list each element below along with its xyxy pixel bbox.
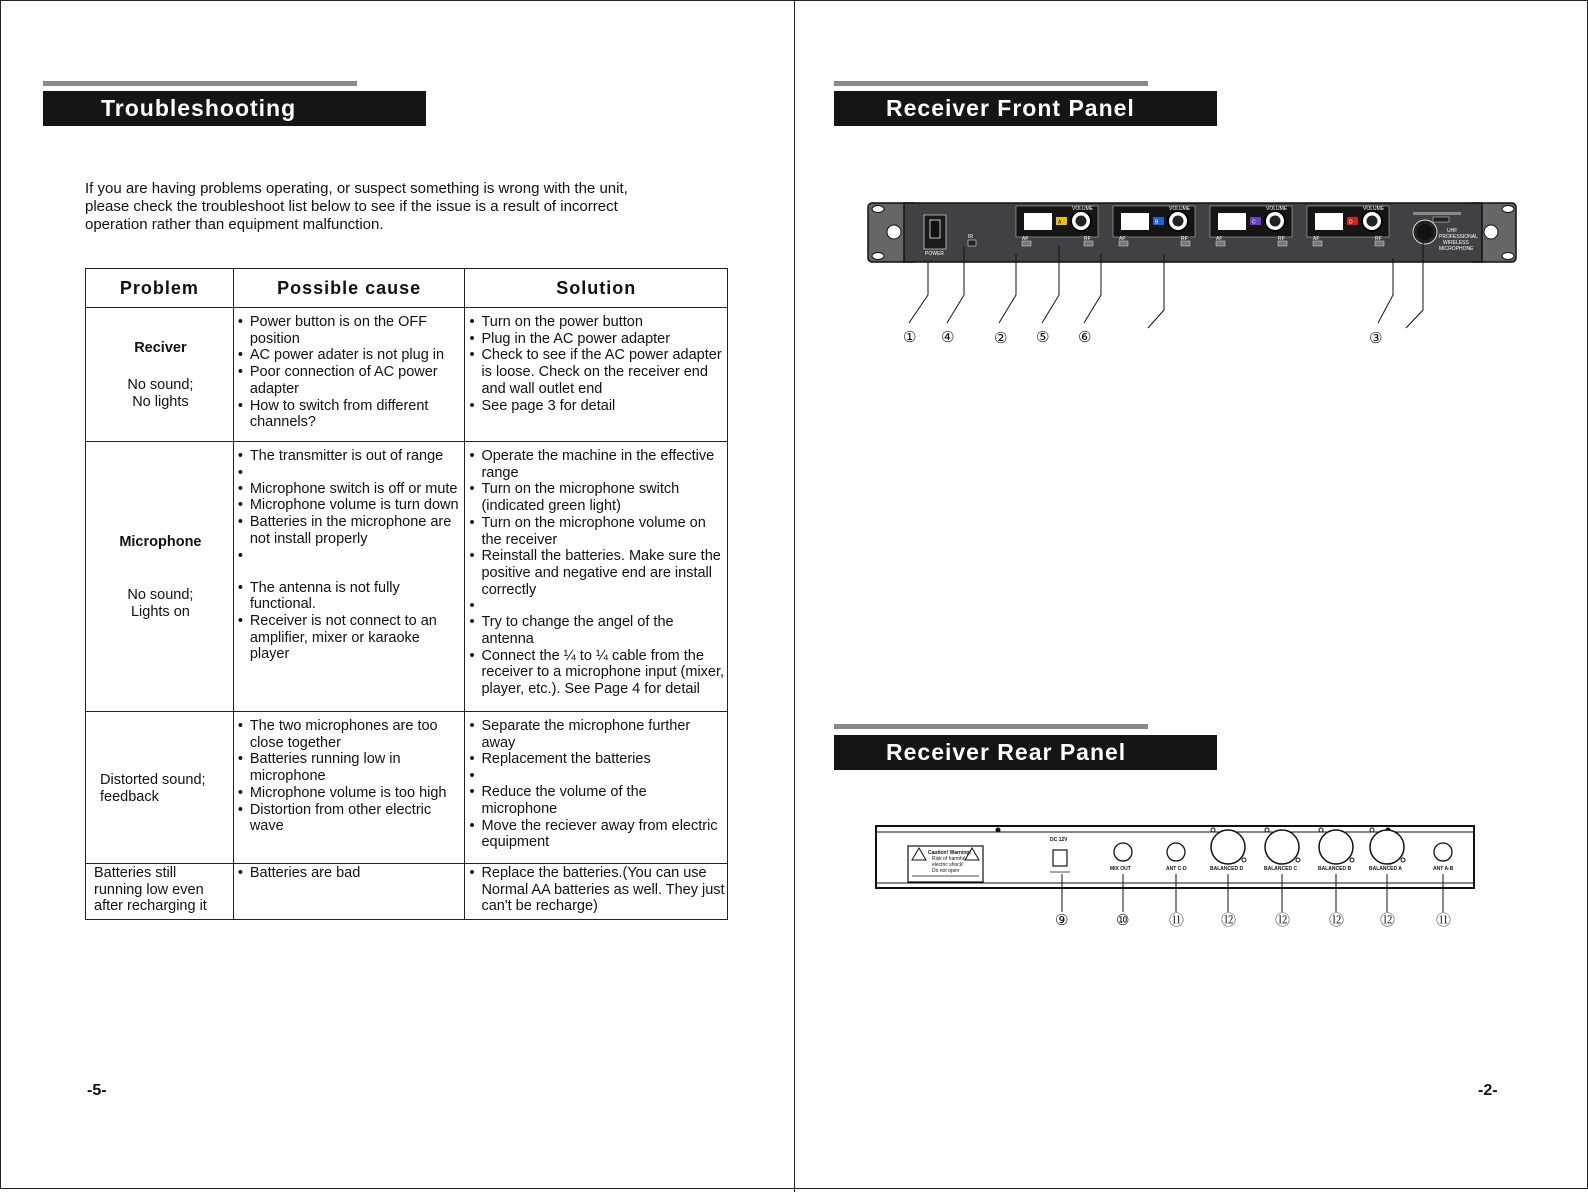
spacer	[469, 768, 725, 784]
balanced-b-xlr	[1319, 830, 1353, 864]
svg-text:Caution! Warning!: Caution! Warning!	[928, 850, 972, 856]
list-item: • Plug in the AC power adapter	[469, 331, 725, 348]
list-item: • Power button is on the OFF position	[238, 314, 463, 347]
header-problem: Problem	[86, 269, 234, 308]
power-switch	[930, 220, 940, 238]
list-item: • AC power adater is not plug in	[238, 347, 463, 364]
problem-cell: Distorted sound; feedback	[86, 712, 234, 864]
svg-text:Risk of harmful: Risk of harmful	[932, 856, 966, 862]
list-item: • Turn on the microphone switch (indicated green light)	[469, 481, 725, 514]
list-item: • Replace the batteries.(You can use Normal AA batteries as well. They just can't be recharge)	[469, 865, 725, 915]
list-item: • Replacement the batteries	[469, 751, 725, 768]
table-header-row	[86, 269, 728, 308]
spacer	[238, 548, 463, 580]
callout-6: ⑥	[1078, 328, 1092, 346]
balanced-d-xlr	[1211, 830, 1245, 864]
list-item: • Batteries are bad	[238, 865, 463, 882]
page-number-right: -2-	[1478, 1082, 1498, 1099]
balanced-a-xlr	[1370, 830, 1404, 864]
svg-text:PROFESSIONAL: PROFESSIONAL	[1439, 234, 1478, 240]
list-item: • Operate the machine in the effective range	[469, 448, 725, 481]
callout-11: ⑪	[1169, 911, 1185, 929]
svg-text:BALANCED B: BALANCED B	[1318, 866, 1352, 872]
table-row	[86, 864, 728, 920]
svg-text:C: C	[1252, 219, 1256, 226]
callout-2: ②	[994, 329, 1008, 347]
troubleshooting-table	[85, 268, 728, 920]
list-item: • Move the reciever away from electric equipment	[469, 818, 725, 851]
callout-4: ④	[941, 328, 955, 346]
list-item: • Try to change the angel of the antenna	[469, 614, 725, 647]
problem-cell: Microphone No sound; Lights on	[86, 442, 234, 712]
svg-text:AF: AF	[1022, 236, 1029, 242]
callout-3: ③	[1369, 329, 1383, 347]
solution-cell	[465, 864, 728, 920]
spacer	[238, 465, 463, 481]
callout-11: ⑪	[1436, 911, 1452, 929]
list-item: • Separate the microphone further away	[469, 718, 725, 751]
section-accent-bar	[834, 724, 1148, 729]
svg-text:ANT C-D: ANT C-D	[1166, 866, 1187, 872]
ant-a-b-jack	[1434, 843, 1452, 861]
cause-cell	[233, 308, 465, 442]
solution-cell	[465, 712, 728, 864]
list-item: • Reduce the volume of the microphone	[469, 784, 725, 817]
table-row	[86, 308, 728, 442]
callout-12: ⑫	[1221, 911, 1237, 929]
svg-text:A: A	[1058, 219, 1062, 226]
svg-text:RF: RF	[1181, 236, 1188, 242]
callout-12: ⑫	[1380, 911, 1396, 929]
list-item: • The antenna is not fully functional.	[238, 580, 463, 613]
svg-text:BALANCED A: BALANCED A	[1369, 866, 1402, 872]
svg-text:MICROPHONE: MICROPHONE	[1439, 246, 1474, 252]
header-solution: Solution	[465, 269, 728, 308]
svg-text:VOLUME: VOLUME	[1169, 206, 1191, 212]
list-item: • Turn on the microphone volume on the receiver	[469, 515, 725, 548]
svg-text:VOLUME: VOLUME	[1072, 206, 1094, 212]
svg-text:POWER: POWER	[925, 251, 944, 257]
svg-text:AF: AF	[1216, 236, 1223, 242]
svg-text:D: D	[1349, 219, 1353, 226]
balanced-c-xlr	[1265, 830, 1299, 864]
svg-text:VOLUME: VOLUME	[1363, 206, 1385, 212]
mix-out-jack	[1114, 843, 1132, 861]
callout-10: ⑩	[1116, 911, 1130, 929]
list-item: • Turn on the power button	[469, 314, 725, 331]
header-possible-cause: Possible cause	[233, 269, 465, 308]
solution-cell	[465, 442, 728, 712]
list-item: • Receiver is not connect to an amplifier, mixer or karaoke player	[238, 613, 463, 663]
receiver-front-panel-diagram	[868, 200, 1518, 270]
list-item: • Microphone switch is off or mute	[238, 481, 463, 498]
list-item: • Batteries running low in microphone	[238, 751, 463, 784]
svg-text:ANT A-B: ANT A-B	[1433, 866, 1454, 872]
svg-text:RF: RF	[1375, 236, 1382, 242]
svg-text:VOLUME: VOLUME	[1266, 206, 1288, 212]
svg-text:AF: AF	[1119, 236, 1126, 242]
list-item: • Reinstall the batteries. Make sure the positive and negative end are install correctly	[469, 548, 725, 598]
ir-window	[968, 240, 976, 246]
section-accent-bar	[43, 81, 357, 86]
svg-text:DC 12V: DC 12V	[1050, 837, 1068, 843]
svg-text:WIRELESS: WIRELESS	[1443, 240, 1469, 246]
problem-cell: Batteries still running low even after recharging it	[86, 864, 234, 920]
list-item: • Distortion from other electric wave	[238, 802, 463, 835]
list-item: • How to switch from different channels?	[238, 398, 463, 431]
list-item: • Connect the ¼ to ¼ cable from the receiver to a microphone input (mixer, player, etc.). See Page 4 for detail	[469, 648, 725, 698]
svg-text:BALANCED D: BALANCED D	[1210, 866, 1244, 872]
list-item: • See page 3 for detail	[469, 398, 725, 415]
front-panel-title: Receiver Front Panel	[834, 91, 1217, 126]
list-item: • The two microphones are too close together	[238, 718, 463, 751]
caution-label	[908, 846, 983, 882]
svg-text:IR: IR	[968, 234, 973, 240]
list-item: • Batteries in the microphone are not install properly	[238, 514, 463, 547]
cause-cell	[233, 864, 465, 920]
list-item: • Microphone volume is turn down	[238, 497, 463, 514]
callout-1: ①	[903, 328, 917, 346]
svg-text:RF: RF	[1084, 236, 1091, 242]
callout-12: ⑫	[1275, 911, 1291, 929]
svg-text:RF: RF	[1278, 236, 1285, 242]
page-divider	[794, 0, 795, 1192]
callout-5: ⑤	[1036, 328, 1050, 346]
svg-text:BALANCED C: BALANCED C	[1264, 866, 1298, 872]
receiver-rear-panel-diagram	[870, 820, 1480, 900]
svg-text:MIX OUT: MIX OUT	[1110, 866, 1131, 872]
problem-cell: Reciver No sound; No lights	[86, 308, 234, 442]
cause-cell	[233, 712, 465, 864]
ant-c-d-jack	[1167, 843, 1185, 861]
callout-12: ⑫	[1329, 911, 1345, 929]
intro-paragraph: If you are having problems operating, or suspect something is wrong with the unit, please check the troubleshoot list below to see if the issue is a result of incorrect operation rather than equipment malfunction.	[85, 180, 628, 233]
cause-cell	[233, 442, 465, 712]
list-item: • The transmitter is out of range	[238, 448, 463, 465]
svg-text:UHF: UHF	[1447, 228, 1458, 234]
solution-cell	[465, 308, 728, 442]
page-number-left: -5-	[87, 1082, 107, 1099]
callout-9: ⑨	[1055, 911, 1069, 929]
table-row	[86, 712, 728, 864]
troubleshooting-title: Troubleshooting	[43, 91, 426, 126]
svg-text:electric shock!: electric shock!	[932, 862, 964, 868]
section-accent-bar	[834, 81, 1148, 86]
svg-text:B: B	[1155, 219, 1159, 226]
svg-text:Do not open: Do not open	[932, 868, 960, 874]
table-row	[86, 442, 728, 712]
spacer	[469, 598, 725, 614]
list-item: • Check to see if the AC power adapter is loose. Check on the receiver end and wall outlet end	[469, 347, 725, 397]
list-item: • Poor connection of AC power adapter	[238, 364, 463, 397]
rear-panel-title: Receiver Rear Panel	[834, 735, 1217, 770]
list-item: • Microphone volume is too high	[238, 785, 463, 802]
svg-text:AF: AF	[1313, 236, 1320, 242]
